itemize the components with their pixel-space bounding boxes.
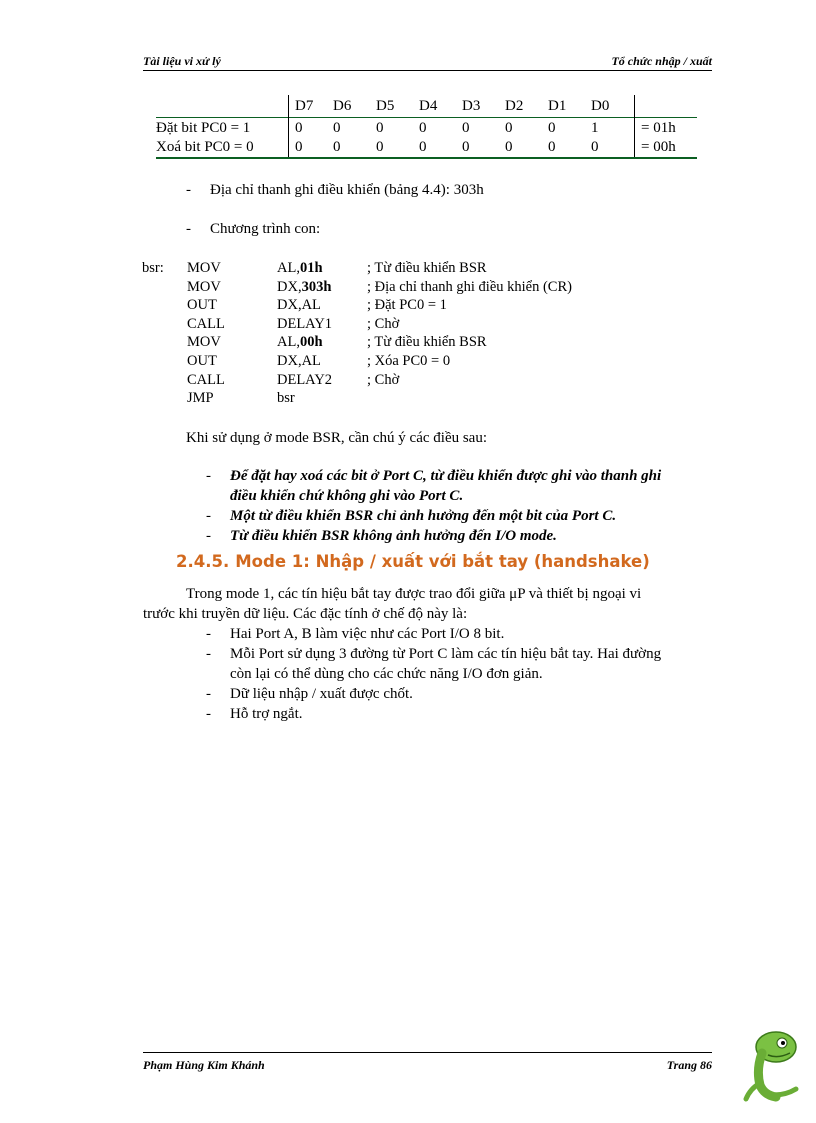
bit-cell: 0 bbox=[376, 120, 384, 136]
code-opcode: OUT bbox=[187, 352, 217, 369]
code-comment: ; Địa chỉ thanh ghi điều khiển (CR) bbox=[367, 278, 572, 295]
code-comment: ; Từ điều khiển BSR bbox=[367, 260, 487, 276]
bit-cell: 0 bbox=[462, 139, 470, 155]
code-opcode: MOV bbox=[187, 334, 221, 351]
bit-cell: 0 bbox=[333, 120, 341, 136]
bit-cell: 0 bbox=[376, 139, 384, 155]
bsr-note-text: Từ điều khiển BSR không ảnh hưởng đến I/O mode. bbox=[230, 528, 557, 544]
bullet-text: Chương trình con: bbox=[210, 221, 321, 237]
mode1-item-text: Hỗ trợ ngắt. bbox=[230, 706, 303, 722]
col-header: D0 bbox=[591, 97, 610, 114]
mode1-item-text: Dữ liệu nhập / xuất được chốt. bbox=[230, 686, 413, 702]
bit-cell: 1 bbox=[591, 120, 599, 136]
bit-cell: 0 bbox=[548, 139, 556, 155]
mode1-item-text: Mỗi Port sử dụng 3 đường từ Port C làm các tín hiệu bắt tay. Hai đường bbox=[230, 646, 662, 662]
bit-table-row-set bbox=[156, 117, 699, 138]
code-opcode: MOV bbox=[187, 260, 221, 276]
mode1-item-text: còn lại có thể dùng cho các chức năng I/O đơn giản. bbox=[230, 666, 543, 682]
bullet-dash: - bbox=[186, 182, 191, 198]
row-result: = 01h bbox=[635, 117, 700, 138]
col-header: D7 bbox=[289, 95, 334, 117]
code-operand: DX,AL bbox=[277, 297, 321, 314]
bit-cell: 0 bbox=[591, 139, 599, 155]
header-doc-title: Tài liệu vi xử lý bbox=[143, 54, 221, 68]
col-header: D1 bbox=[548, 97, 567, 114]
footer-author: Phạm Hùng Kim Khánh bbox=[143, 1058, 265, 1072]
code-opcode: MOV bbox=[187, 278, 221, 295]
section-heading bbox=[176, 552, 650, 571]
section-title: Mode 1: Nhập / xuất với bắt tay (handshake) bbox=[235, 552, 650, 571]
section-intro-line2: trước khi truyền dữ liệu. Các đặc tính ở chế độ này là: bbox=[143, 606, 468, 622]
bit-table-header-row bbox=[156, 95, 699, 117]
code-opcode: OUT bbox=[187, 297, 217, 314]
bsr-note-text: điều khiển chứ không ghi vào Port C. bbox=[230, 488, 464, 504]
code-comment: ; Chờ bbox=[367, 315, 400, 332]
footer-page-number: Trang 86 bbox=[666, 1058, 712, 1072]
bit-cell: 0 bbox=[419, 139, 427, 155]
code-comment: ; Chờ bbox=[367, 371, 400, 388]
bullet-text: Địa chỉ thanh ghi điều khiển (bảng 4.4): 303h bbox=[210, 182, 484, 198]
bit-cell: 0 bbox=[462, 120, 470, 136]
row-result: = 00h bbox=[635, 138, 700, 157]
code-operand: DX,303h bbox=[277, 278, 332, 295]
bit-table bbox=[156, 95, 699, 157]
code-operand: bsr bbox=[277, 390, 295, 407]
code-operand: DX,AL bbox=[277, 352, 321, 369]
bit-cell: 0 bbox=[289, 138, 334, 157]
col-header: D2 bbox=[505, 97, 524, 114]
col-header: D3 bbox=[462, 97, 481, 114]
section-intro-line1: Trong mode 1, các tín hiệu bắt tay được trao đổi giữa μP và thiết bị ngoại vi bbox=[186, 586, 642, 602]
section-number: 2.4.5. bbox=[176, 552, 230, 571]
code-opcode: JMP bbox=[187, 390, 214, 407]
gecko-mascot-icon bbox=[738, 1025, 808, 1105]
col-header: D6 bbox=[333, 97, 352, 114]
code-operand: DELAY1 bbox=[277, 315, 333, 332]
bsr-note-text: Một từ điều khiển BSR chỉ ảnh hưởng đến một bit của Port C. bbox=[230, 508, 617, 524]
bit-cell: 0 bbox=[289, 117, 334, 138]
bsr-note-intro: Khi sử dụng ở mode BSR, cần chú ý các điều sau: bbox=[186, 430, 488, 446]
code-opcode: CALL bbox=[187, 315, 225, 332]
bit-table-bottom-rule bbox=[156, 157, 697, 159]
code-operand: DELAY2 bbox=[277, 371, 333, 388]
footer-rule bbox=[143, 1052, 712, 1053]
bit-table-row-clear bbox=[156, 138, 699, 157]
mode1-item-text: Hai Port A, B làm việc như các Port I/O 8 bit. bbox=[230, 626, 505, 642]
code-comment: ; Đặt PC0 = 1 bbox=[367, 297, 447, 314]
col-header: D5 bbox=[376, 97, 395, 114]
code-comment: ; Từ điều khiển BSR bbox=[367, 334, 487, 351]
bit-cell: 0 bbox=[548, 120, 556, 136]
bit-cell: 0 bbox=[333, 139, 341, 155]
bit-cell: 0 bbox=[505, 139, 513, 155]
code-operand: AL,00h bbox=[277, 334, 323, 351]
row-label: Xoá bit PC0 = 0 bbox=[156, 139, 254, 155]
bullet-dash: - bbox=[186, 221, 191, 237]
bsr-note-text: Để đặt hay xoá các bit ở Port C, từ điều khiển được ghi vào thanh ghi bbox=[230, 468, 662, 484]
code-opcode: CALL bbox=[187, 371, 225, 388]
header-rule bbox=[143, 70, 712, 71]
page-footer bbox=[143, 1058, 712, 1073]
page-header bbox=[143, 54, 712, 69]
row-label: Đặt bit PC0 = 1 bbox=[156, 120, 251, 136]
code-comment: ; Xóa PC0 = 0 bbox=[367, 352, 451, 369]
bit-cell: 0 bbox=[505, 120, 513, 136]
col-header: D4 bbox=[419, 97, 438, 114]
code-operand: AL,01h bbox=[277, 260, 323, 276]
header-chapter-title: Tổ chức nhập / xuất bbox=[611, 54, 712, 68]
code-label: bsr: bbox=[142, 260, 164, 276]
bit-cell: 0 bbox=[419, 120, 427, 136]
